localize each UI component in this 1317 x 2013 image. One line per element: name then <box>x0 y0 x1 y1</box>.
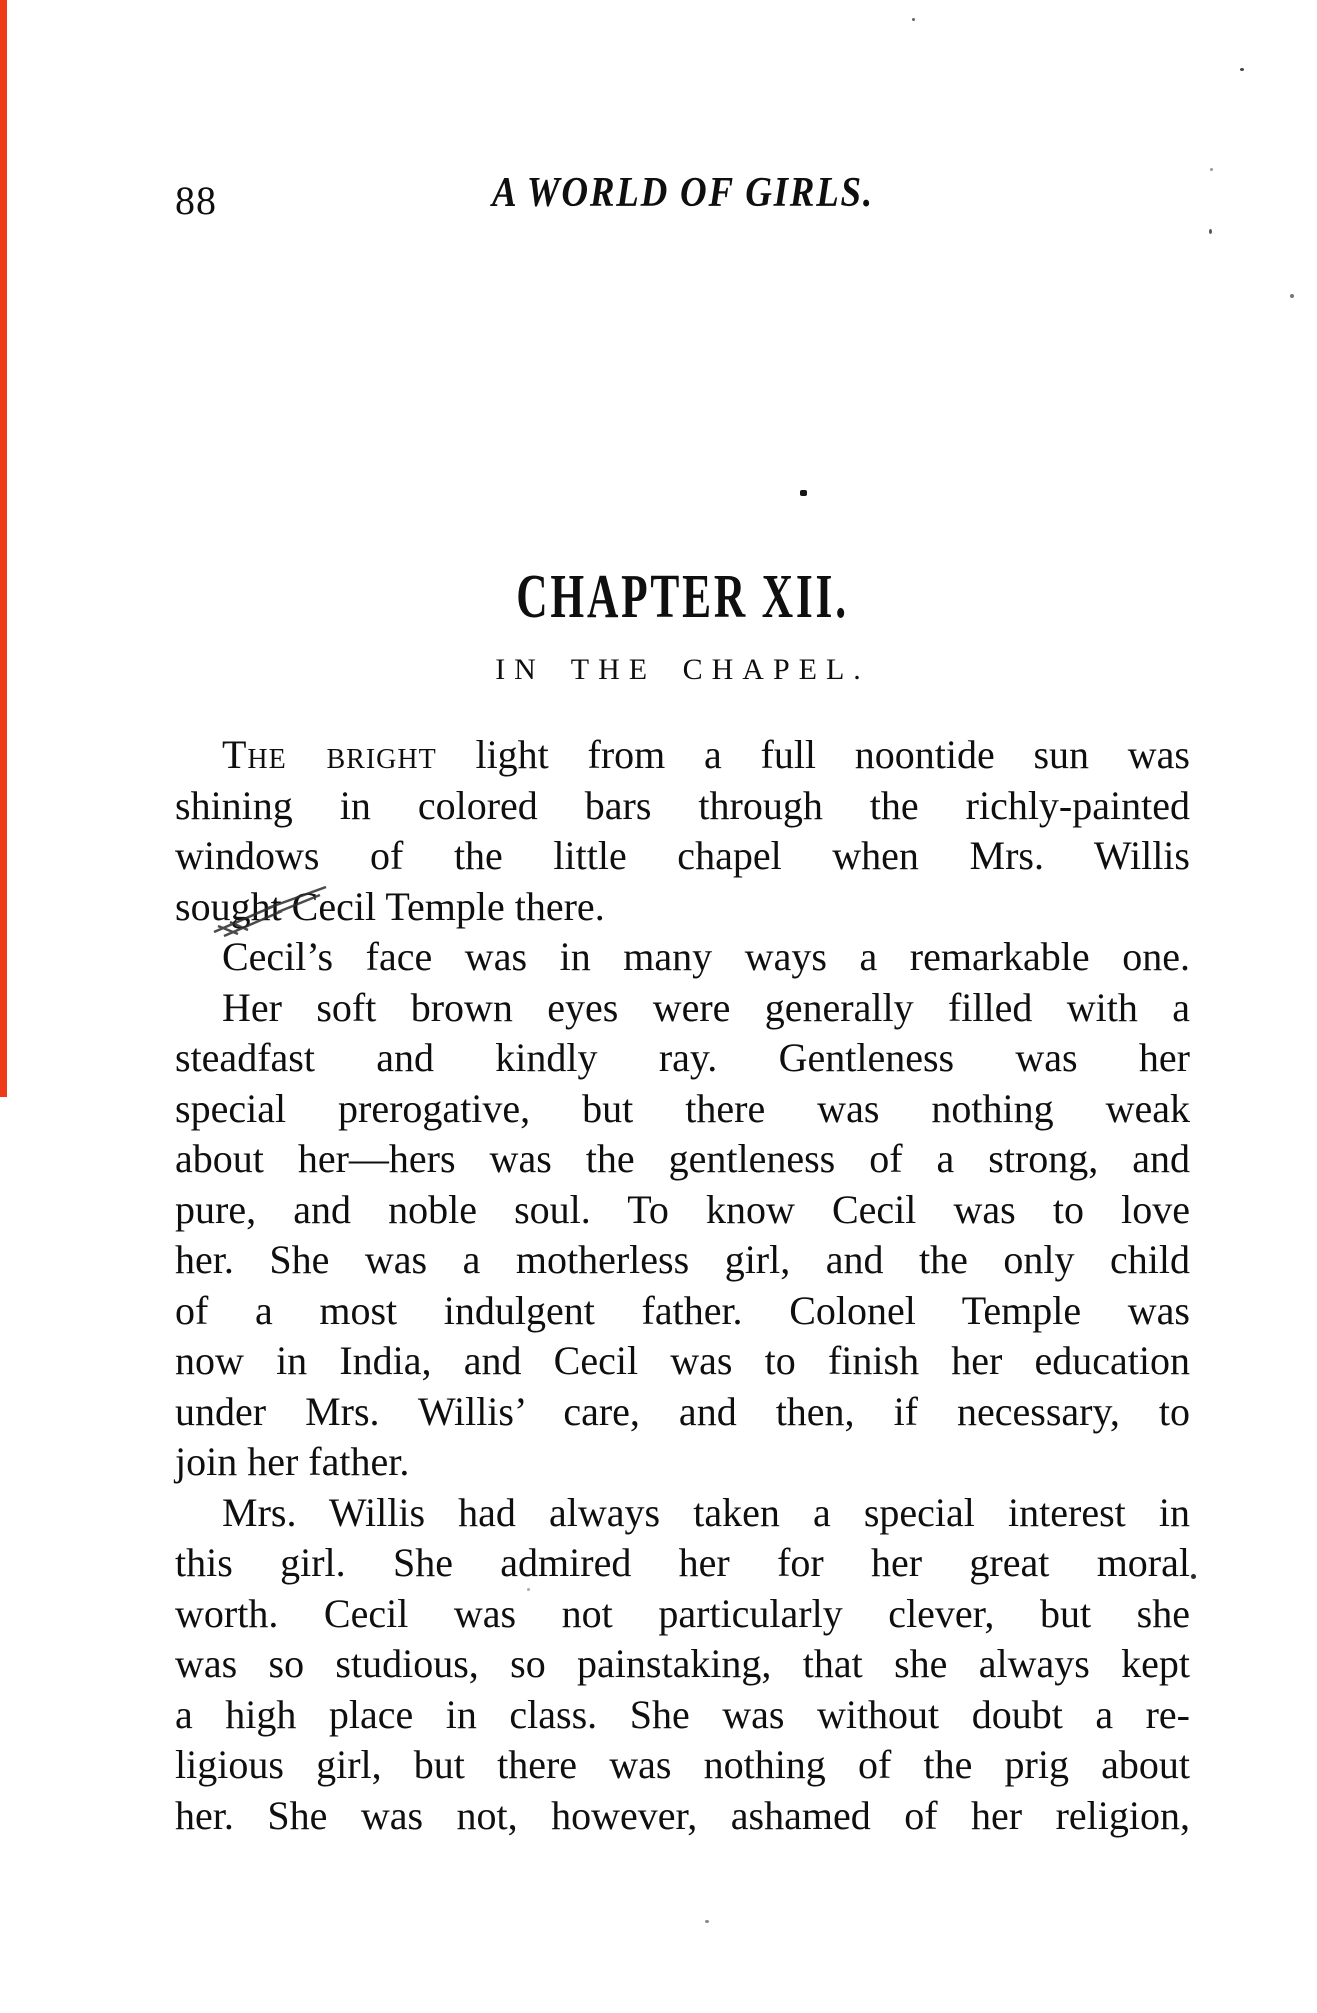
scan-speck <box>527 1588 530 1591</box>
scan-edge-strip <box>0 0 7 1097</box>
body-line: her. She was not, however, ashamed of her religion, <box>175 1792 1190 1838</box>
body-line: was so studious, so painstaking, that she always kept <box>175 1641 1190 1686</box>
scan-speck <box>1209 229 1212 234</box>
body-line: now in India, and Cecil was to finish her education <box>175 1338 1190 1383</box>
body-line-text: light from a full noontide sun was <box>436 732 1190 777</box>
body-line: sought Cecil Temple there. <box>175 883 605 929</box>
body-line: ligious girl, but there was nothing of the prig about <box>175 1742 1190 1787</box>
running-head <box>175 172 1190 214</box>
body-line: of a most indulgent father. Colonel Temple was <box>175 1287 1190 1333</box>
body-line <box>175 730 1190 781</box>
scan-speck <box>1290 294 1294 298</box>
body-line: her. She was a motherless girl, and the only child <box>175 1237 1190 1282</box>
chapter-subtitle: IN THE CHAPEL. <box>495 653 870 686</box>
running-head-text: A WORLD OF GIRLS. <box>491 170 874 216</box>
scan-smudge <box>208 878 348 940</box>
body-line: pure, and noble soul. To know Cecil was to love <box>175 1186 1190 1232</box>
scan-speck <box>1191 1574 1196 1579</box>
body-line: a high place in class. She was without doubt a re- <box>175 1691 1190 1737</box>
body-line: this girl. She admired her for her great moral <box>175 1540 1190 1585</box>
body-line: Mrs. Willis had always taken a special interest in <box>222 1489 1190 1535</box>
scan-speck <box>800 490 807 496</box>
body-line: under Mrs. Willis’ care, and then, if necessary, to <box>175 1388 1190 1434</box>
body-line: special prerogative, but there was nothing weak <box>175 1085 1190 1131</box>
body-line: Her soft brown eyes were generally filled with a <box>222 984 1190 1030</box>
body-line: Cecil’s face was in many ways a remarkable one. <box>222 934 1190 979</box>
scan-speck <box>912 18 915 21</box>
page-number: 88 <box>175 178 217 223</box>
body-line: join her father. <box>175 1439 410 1484</box>
scan-speck <box>1240 68 1244 71</box>
body-line: about her—hers was the gentleness of a strong, and <box>175 1136 1190 1181</box>
body-line: windows of the little chapel when Mrs. Willis <box>175 833 1190 878</box>
chapter-title <box>175 563 1190 631</box>
lead-in-small-caps: The bright <box>222 732 437 777</box>
scan-speck <box>1210 168 1213 171</box>
chapter-title-text: CHAPTER XII. <box>516 563 849 631</box>
body-line: shining in colored bars through the richly-painted <box>175 782 1190 828</box>
scan-speck <box>705 1920 709 1923</box>
body-line: steadfast and kindly ray. Gentleness was her <box>175 1035 1190 1080</box>
body-line: worth. Cecil was not particularly clever, but she <box>175 1590 1190 1636</box>
